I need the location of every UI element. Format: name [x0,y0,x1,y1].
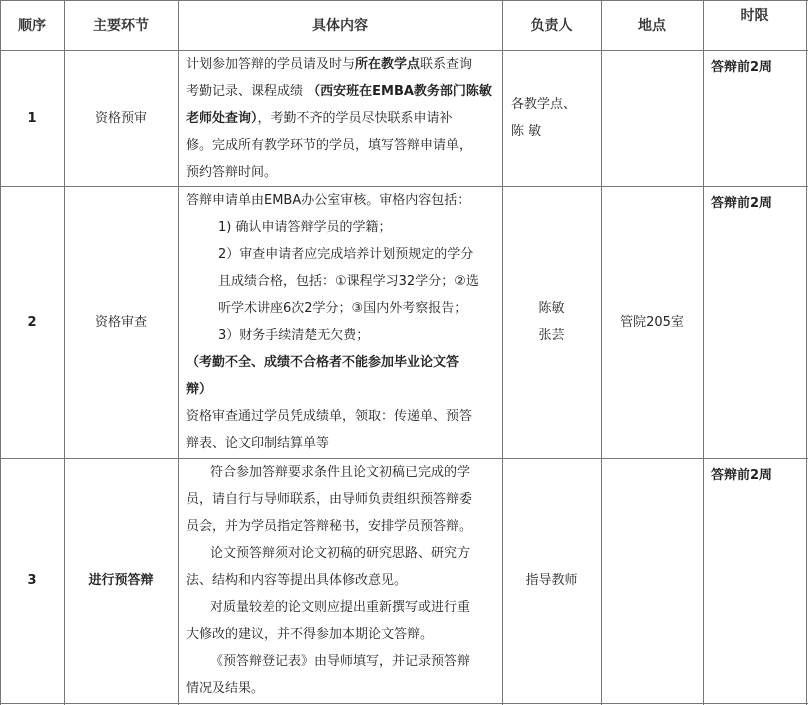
row2-line: 听学术讲座6次2学分；③国内外考察报告； [218,301,468,316]
row1-line: 预约答辩时间。 [186,165,278,180]
column-divider [703,0,704,705]
owner-line: 陈 敏 [511,124,542,139]
row1-line: ，考勤不齐的学员尽快联系申请补 [257,111,453,126]
row2-line: 3）财务手续清楚无欠费； [218,328,370,343]
row2-time: 答辩前2周 [711,196,773,211]
row1-time: 答辩前2周 [711,60,773,75]
row2-location: 管院205室 [620,314,684,330]
row1-line: 联系查询 [420,57,473,72]
row3-line: 员会，并为学员指定答辩秘书，安排学员预答辩。 [186,519,473,534]
row-divider [0,703,808,704]
row1-line: 考勤记录、课程成绩 [186,84,308,99]
row3-line: 法、结构和内容等提出具体修改意见。 [186,573,408,588]
row3-line: 大修改的建议，并不得参加本期论文答辩。 [186,627,434,642]
row1-bold: 所在教学点 [355,57,421,72]
row2-line: 且成绩合格，包括：①课程学习32学分；②选 [218,274,479,289]
row1-line: 计划参加答辩的学员请及时与 [186,57,356,72]
row3-line: 对质量较差的论文则应提出重新撰写或进行重 [210,600,471,615]
row3-seq: 3 [27,573,37,588]
row1-owner [511,91,601,145]
row1-content [186,51,498,186]
row2-line: 辩表、论文印制结算单等 [186,436,330,451]
row1-bold: （西安班在EMBA教务部门陈敏 [307,84,492,99]
row2-seq: 2 [27,314,37,330]
table-border [806,0,807,705]
owner-line: 各教学点、 [511,97,577,112]
row2-line: 1) 确认申请答辩学员的学籍； [218,220,392,235]
row3-owner: 指导教师 [525,573,578,588]
row2-stage: 资格审查 [94,314,147,330]
header-location: 地点 [638,18,666,34]
row2-bold: （考勤不全、成绩不合格者不能参加毕业论文答 [186,355,460,370]
row3-content [186,459,500,702]
owner-line: 陈敏 [538,301,565,316]
row3-line: 论文预答辩须对论文初稿的研究思路、研究方 [210,546,471,561]
row1-seq: 1 [27,110,37,126]
row1-stage: 资格预审 [94,110,147,126]
row3-time: 答辩前2周 [711,468,773,483]
column-divider [178,0,179,705]
header-seq: 顺序 [18,18,46,34]
row3-line: 员，请自行与导师联系，由导师负责组织预答辩委 [186,492,473,507]
row3-line: 符合参加答辩要求条件且论文初稿已完成的学 [210,465,471,480]
row2-content [186,187,500,457]
row3-line: 情况及结果。 [186,681,265,696]
row2-owner [502,186,601,458]
owner-line: 张芸 [538,328,565,343]
row1-line: 修。完成所有教学环节的学员，填写答辩申请单， [186,138,473,153]
row1-bold: 老师处查询） [186,111,258,126]
row3-line: 《预答辩登记表》由导师填写，并记录预答辩 [210,654,471,669]
header-stage: 主要环节 [93,18,149,34]
row2-line: 资格审查通过学员凭成绩单，领取：传递单、预答 [186,409,473,424]
row2-bold: 辩） [186,382,213,397]
row2-line: 2）审查申请者应完成培养计划预规定的学分 [218,247,474,262]
header-content: 具体内容 [312,18,368,34]
header-time: 时限 [740,8,769,24]
row2-line: 答辩申请单由EMBA办公室审核。审格内容包括： [186,193,471,208]
row3-stage: 进行预答辩 [88,573,154,588]
header-owner: 负责人 [530,18,573,34]
